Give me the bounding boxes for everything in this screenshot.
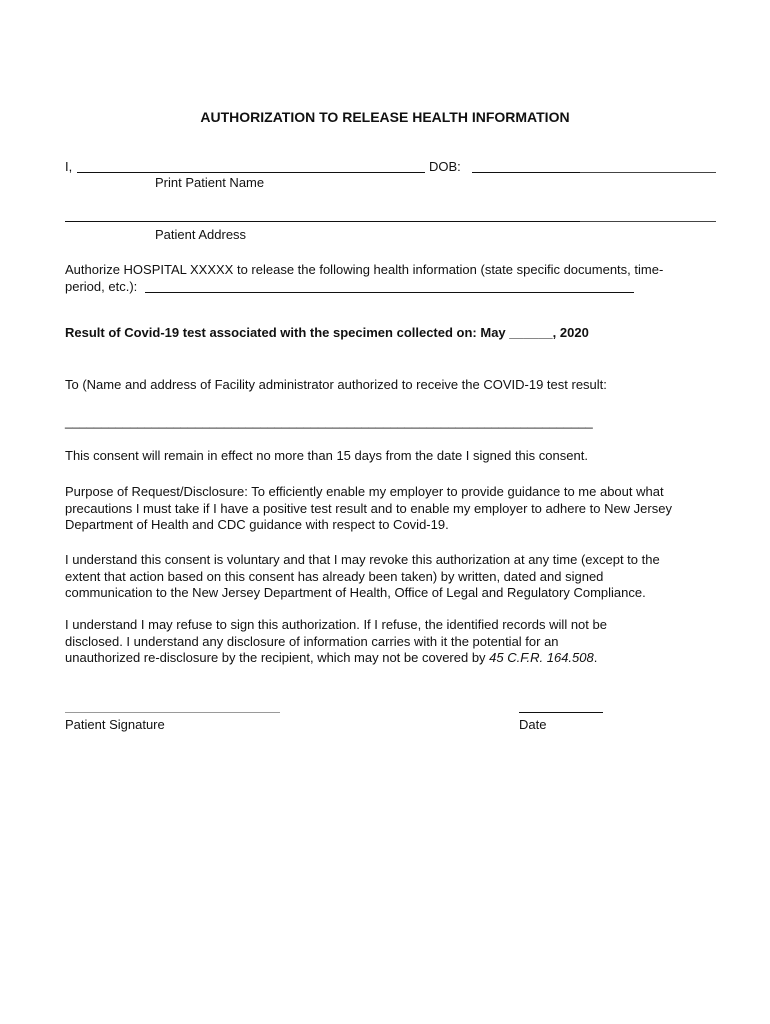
- authorize-text-line2: period, etc.):: [65, 279, 138, 294]
- dob-blank[interactable]: [472, 172, 580, 173]
- authorize-info-blank[interactable]: [145, 292, 634, 293]
- patient-address-blank[interactable]: [65, 221, 580, 222]
- voluntary-line1: I understand this consent is voluntary and that I may revoke this authorization at any time (except to the: [65, 552, 660, 567]
- patient-prefix: I,: [65, 159, 73, 174]
- signature-label: Patient Signature: [65, 717, 165, 732]
- voluntary-line2: extent that action based on this consent has already been taken) by written, dated and signed: [65, 568, 604, 584]
- patient-address-blank-extension: [580, 221, 716, 222]
- purpose-line1: Purpose of Request/Disclosure: To efficiently enable my employer to provide guidance to me about what: [65, 484, 664, 499]
- refusal-line3-text: unauthorized re-disclosure by the recipient, which may not be covered by: [65, 650, 490, 665]
- refusal-line3-end: .: [593, 650, 598, 665]
- document-title: AUTHORIZATION TO RELEASE HEALTH INFORMATION: [200, 109, 570, 125]
- refusal-citation: 45 C.F.R. 164.508: [489, 650, 594, 665]
- authorize-text-line1: Authorize HOSPITAL XXXXX to release the following health information (state specific documents, time-: [65, 262, 664, 277]
- voluntary-line3: communication to the New Jersey Department of Health, Office of Legal and Regulatory Compliance.: [65, 585, 646, 600]
- signature-blank[interactable]: [65, 712, 280, 713]
- purpose-line2: precautions I must take if I have a positive test result and to enable my employer to adhere to New Jersey: [65, 500, 672, 516]
- patient-name-blank[interactable]: [77, 172, 425, 173]
- purpose-paragraph: [65, 484, 725, 534]
- refusal-line3: [65, 650, 725, 667]
- patient-name-caption: Print Patient Name: [155, 175, 265, 190]
- dob-label: DOB:: [429, 159, 461, 174]
- refusal-line1: I understand I may refuse to sign this authorization. If I refuse, the identified records will not be: [65, 617, 607, 632]
- patient-address-caption: Patient Address: [155, 227, 247, 242]
- refusal-paragraph: [65, 617, 725, 667]
- consent-duration-text: This consent will remain in effect no more than 15 days from the date I signed this consent.: [65, 448, 588, 463]
- covid-result-text: Result of Covid-19 test associated with the specimen collected on: May ______, 2020: [65, 325, 589, 340]
- purpose-line3: Department of Health and CDC guidance with respect to Covid-19.: [65, 517, 449, 532]
- date-blank[interactable]: [519, 712, 603, 713]
- recipient-blank[interactable]: _________________________________________________________________________: [65, 414, 593, 429]
- refusal-line2: disclosed. I understand any disclosure of information carries with it the potential for an: [65, 633, 559, 649]
- date-label: Date: [519, 717, 547, 732]
- voluntary-paragraph: [65, 552, 725, 602]
- dob-blank-extension: [580, 172, 716, 173]
- recipient-text: To (Name and address of Facility administrator authorized to receive the COVID-19 test result:: [65, 377, 607, 392]
